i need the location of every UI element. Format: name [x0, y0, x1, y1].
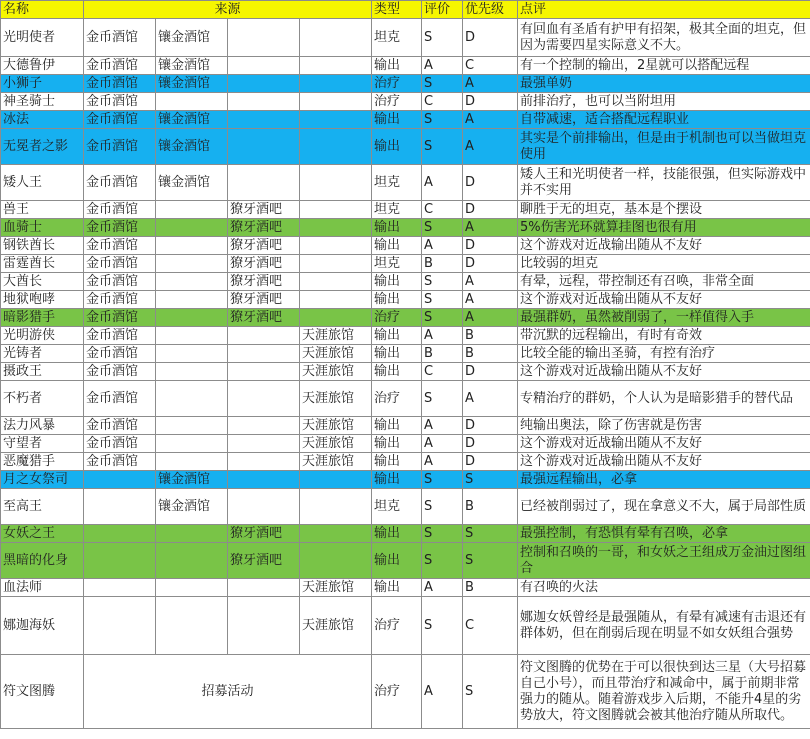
- source-fang-bar-cell: [228, 489, 300, 525]
- source-gold-tavern-cell: 金币酒馆: [84, 273, 156, 291]
- comment-cell: 最强控制，有恐惧有晕有召唤，必拿: [518, 525, 810, 543]
- source-fang-bar-cell: [228, 471, 300, 489]
- table-row: [1, 291, 810, 309]
- source-gilded-tavern-cell: [156, 237, 228, 255]
- source-gold-tavern-cell: 金币酒馆: [84, 435, 156, 453]
- hero-name-cell: 光铸者: [1, 345, 84, 363]
- hero-name-cell: 光明使者: [1, 19, 84, 57]
- source-horizon-inn-cell: 天涯旅馆: [300, 597, 372, 655]
- type-cell: 治疗: [372, 381, 422, 417]
- source-gilded-tavern-cell: [156, 597, 228, 655]
- source-gilded-tavern-cell: 镶金酒馆: [156, 471, 228, 489]
- source-fang-bar-cell: [228, 75, 300, 93]
- comment-cell: 最强远程输出，必拿: [518, 471, 810, 489]
- comment-cell: 这个游戏对近战输出随从不友好: [518, 237, 810, 255]
- source-gold-tavern-cell: 金币酒馆: [84, 255, 156, 273]
- source-gilded-tavern-cell: [156, 219, 228, 237]
- source-horizon-inn-cell: [300, 93, 372, 111]
- type-cell: 输出: [372, 345, 422, 363]
- col-header-source: 来源: [84, 1, 372, 19]
- type-cell: 治疗: [372, 309, 422, 327]
- rating-cell: S: [422, 471, 463, 489]
- source-gold-tavern-cell: [84, 543, 156, 579]
- comment-cell: 最强群奶，虽然被削弱了，一样值得入手: [518, 309, 810, 327]
- source-horizon-inn-cell: [300, 219, 372, 237]
- hero-name-cell: 钢铁酋长: [1, 237, 84, 255]
- source-gold-tavern-cell: [84, 579, 156, 597]
- table-row: [1, 57, 810, 75]
- table-row: [1, 165, 810, 201]
- source-gold-tavern-cell: 金币酒馆: [84, 19, 156, 57]
- comment-cell: 这个游戏对近战输出随从不友好: [518, 291, 810, 309]
- col-header-comment: 点评: [518, 1, 810, 19]
- type-cell: 输出: [372, 435, 422, 453]
- type-cell: 治疗: [372, 75, 422, 93]
- rating-cell: S: [422, 75, 463, 93]
- rating-cell: S: [422, 19, 463, 57]
- rating-cell: A: [422, 417, 463, 435]
- source-fang-bar-cell: 獠牙酒吧: [228, 543, 300, 579]
- table-row: [1, 417, 810, 435]
- source-fang-bar-cell: [228, 111, 300, 129]
- rating-cell: B: [422, 345, 463, 363]
- type-cell: 治疗: [372, 597, 422, 655]
- source-gold-tavern-cell: [84, 471, 156, 489]
- source-horizon-inn-cell: [300, 19, 372, 57]
- source-fang-bar-cell: [228, 93, 300, 111]
- source-horizon-inn-cell: [300, 237, 372, 255]
- comment-cell: 前排治疗，也可以当附坦用: [518, 93, 810, 111]
- source-fang-bar-cell: [228, 597, 300, 655]
- table-row: [1, 327, 810, 345]
- source-horizon-inn-cell: [300, 309, 372, 327]
- hero-name-cell: 月之女祭司: [1, 471, 84, 489]
- priority-cell: A: [463, 111, 518, 129]
- source-gilded-tavern-cell: 镶金酒馆: [156, 489, 228, 525]
- source-fang-bar-cell: [228, 129, 300, 165]
- source-horizon-inn-cell: 天涯旅馆: [300, 435, 372, 453]
- hero-name-cell: 黑暗的化身: [1, 543, 84, 579]
- table-row: [1, 435, 810, 453]
- source-gilded-tavern-cell: [156, 453, 228, 471]
- priority-cell: C: [463, 597, 518, 655]
- source-gold-tavern-cell: 金币酒馆: [84, 237, 156, 255]
- priority-cell: D: [463, 201, 518, 219]
- source-fang-bar-cell: 獠牙酒吧: [228, 201, 300, 219]
- table-row: [1, 237, 810, 255]
- comment-cell: 这个游戏对近战输出随从不友好: [518, 453, 810, 471]
- table-row: [1, 19, 810, 57]
- type-cell: 坦克: [372, 19, 422, 57]
- type-cell: 输出: [372, 273, 422, 291]
- source-gilded-tavern-cell: 镶金酒馆: [156, 19, 228, 57]
- source-gold-tavern-cell: [84, 525, 156, 543]
- source-gold-tavern-cell: [84, 597, 156, 655]
- source-horizon-inn-cell: [300, 201, 372, 219]
- priority-cell: A: [463, 381, 518, 417]
- source-fang-bar-cell: 獠牙酒吧: [228, 219, 300, 237]
- comment-cell: 比较弱的坦克: [518, 255, 810, 273]
- comment-cell: 最强单奶: [518, 75, 810, 93]
- source-gilded-tavern-cell: [156, 327, 228, 345]
- type-cell: 输出: [372, 219, 422, 237]
- comment-cell: 娜迦女妖曾经是最强随从，有晕有减速有击退还有群体奶，但在削弱后现在明显不如女妖组合强势: [518, 597, 810, 655]
- source-gold-tavern-cell: 金币酒馆: [84, 381, 156, 417]
- type-cell: 治疗: [372, 655, 422, 729]
- type-cell: 输出: [372, 237, 422, 255]
- source-merged-cell: 招募活动: [84, 655, 372, 729]
- source-gilded-tavern-cell: [156, 363, 228, 381]
- source-gilded-tavern-cell: 镶金酒馆: [156, 75, 228, 93]
- type-cell: 输出: [372, 543, 422, 579]
- source-horizon-inn-cell: [300, 489, 372, 525]
- table-row: [1, 655, 810, 729]
- source-gold-tavern-cell: 金币酒馆: [84, 75, 156, 93]
- table-row: [1, 75, 810, 93]
- source-gilded-tavern-cell: [156, 435, 228, 453]
- hero-name-cell: 血骑士: [1, 219, 84, 237]
- hero-name-cell: 不朽者: [1, 381, 84, 417]
- rating-cell: A: [422, 237, 463, 255]
- source-gilded-tavern-cell: [156, 201, 228, 219]
- rating-cell: A: [422, 57, 463, 75]
- source-horizon-inn-cell: [300, 75, 372, 93]
- hero-name-cell: 光明游侠: [1, 327, 84, 345]
- type-cell: 坦克: [372, 165, 422, 201]
- type-cell: 治疗: [372, 93, 422, 111]
- source-horizon-inn-cell: [300, 165, 372, 201]
- source-gold-tavern-cell: 金币酒馆: [84, 327, 156, 345]
- priority-cell: D: [463, 165, 518, 201]
- priority-cell: D: [463, 417, 518, 435]
- source-gold-tavern-cell: 金币酒馆: [84, 453, 156, 471]
- hero-name-cell: 血法师: [1, 579, 84, 597]
- priority-cell: A: [463, 129, 518, 165]
- source-fang-bar-cell: [228, 57, 300, 75]
- source-fang-bar-cell: 獠牙酒吧: [228, 237, 300, 255]
- hero-name-cell: 兽王: [1, 201, 84, 219]
- priority-cell: D: [463, 435, 518, 453]
- type-cell: 输出: [372, 417, 422, 435]
- rating-cell: A: [422, 165, 463, 201]
- source-gold-tavern-cell: 金币酒馆: [84, 417, 156, 435]
- source-horizon-inn-cell: [300, 525, 372, 543]
- priority-cell: D: [463, 363, 518, 381]
- rating-cell: S: [422, 381, 463, 417]
- source-gold-tavern-cell: 金币酒馆: [84, 201, 156, 219]
- source-gold-tavern-cell: 金币酒馆: [84, 291, 156, 309]
- type-cell: 输出: [372, 111, 422, 129]
- rating-cell: S: [422, 129, 463, 165]
- source-fang-bar-cell: [228, 165, 300, 201]
- table-row: [1, 345, 810, 363]
- table-row: [1, 543, 810, 579]
- comment-cell: 已经被削弱过了，现在拿意义不大，属于局部性质: [518, 489, 810, 525]
- source-gilded-tavern-cell: [156, 309, 228, 327]
- rating-cell: S: [422, 543, 463, 579]
- rating-cell: S: [422, 525, 463, 543]
- table-row: [1, 129, 810, 165]
- rating-cell: S: [422, 273, 463, 291]
- source-gold-tavern-cell: [84, 489, 156, 525]
- source-horizon-inn-cell: [300, 273, 372, 291]
- priority-cell: S: [463, 543, 518, 579]
- source-gold-tavern-cell: 金币酒馆: [84, 165, 156, 201]
- table-row: [1, 363, 810, 381]
- type-cell: 输出: [372, 363, 422, 381]
- comment-cell: 纯输出奥法，除了伤害就是伤害: [518, 417, 810, 435]
- rating-cell: S: [422, 111, 463, 129]
- comment-cell: 这个游戏对近战输出随从不友好: [518, 435, 810, 453]
- priority-cell: D: [463, 237, 518, 255]
- hero-name-cell: 守望者: [1, 435, 84, 453]
- source-horizon-inn-cell: [300, 57, 372, 75]
- source-gilded-tavern-cell: 镶金酒馆: [156, 165, 228, 201]
- rating-cell: A: [422, 327, 463, 345]
- priority-cell: D: [463, 255, 518, 273]
- comment-cell: 控制和召唤的一哥，和女妖之王组成万金油过图组合: [518, 543, 810, 579]
- source-horizon-inn-cell: 天涯旅馆: [300, 417, 372, 435]
- source-fang-bar-cell: [228, 19, 300, 57]
- hero-name-cell: 神圣骑士: [1, 93, 84, 111]
- priority-cell: B: [463, 579, 518, 597]
- type-cell: 坦克: [372, 489, 422, 525]
- priority-cell: B: [463, 489, 518, 525]
- table-row: [1, 471, 810, 489]
- rating-cell: A: [422, 655, 463, 729]
- source-gilded-tavern-cell: [156, 525, 228, 543]
- source-gold-tavern-cell: 金币酒馆: [84, 363, 156, 381]
- hero-name-cell: 大酋长: [1, 273, 84, 291]
- source-gold-tavern-cell: 金币酒馆: [84, 219, 156, 237]
- hero-name-cell: 无冕者之影: [1, 129, 84, 165]
- col-header-type: 类型: [372, 1, 422, 19]
- priority-cell: D: [463, 19, 518, 57]
- hero-name-cell: 法力风暴: [1, 417, 84, 435]
- rating-cell: S: [422, 219, 463, 237]
- priority-cell: A: [463, 291, 518, 309]
- source-horizon-inn-cell: [300, 129, 372, 165]
- source-horizon-inn-cell: 天涯旅馆: [300, 579, 372, 597]
- source-fang-bar-cell: 獠牙酒吧: [228, 291, 300, 309]
- col-header-name: 名称: [1, 1, 84, 19]
- priority-cell: A: [463, 219, 518, 237]
- source-horizon-inn-cell: [300, 291, 372, 309]
- type-cell: 输出: [372, 453, 422, 471]
- hero-name-cell: 符文图腾: [1, 655, 84, 729]
- source-gilded-tavern-cell: [156, 543, 228, 579]
- type-cell: 输出: [372, 327, 422, 345]
- priority-cell: A: [463, 309, 518, 327]
- hero-name-cell: 矮人王: [1, 165, 84, 201]
- rating-cell: S: [422, 291, 463, 309]
- hero-name-cell: 暗影猎手: [1, 309, 84, 327]
- table-row: [1, 309, 810, 327]
- priority-cell: C: [463, 57, 518, 75]
- source-gilded-tavern-cell: [156, 291, 228, 309]
- comment-cell: 自带减速，适合搭配远程职业: [518, 111, 810, 129]
- source-fang-bar-cell: [228, 327, 300, 345]
- rating-cell: C: [422, 201, 463, 219]
- type-cell: 坦克: [372, 255, 422, 273]
- comment-cell: 有一个控制的输出，2星就可以搭配远程: [518, 57, 810, 75]
- comment-cell: 有晕，远程，带控制还有召唤，非常全面: [518, 273, 810, 291]
- source-horizon-inn-cell: 天涯旅馆: [300, 345, 372, 363]
- comment-cell: 聊胜于无的坦克，基本是个摆设: [518, 201, 810, 219]
- table-row: [1, 597, 810, 655]
- table-row: [1, 255, 810, 273]
- table-row: [1, 273, 810, 291]
- comment-cell: 专精治疗的群奶，个人认为是暗影猎手的替代品: [518, 381, 810, 417]
- table-row: [1, 489, 810, 525]
- comment-cell: 有回血有圣盾有护甲有招架，极其全面的坦克，但因为需要四星实际意义不大。: [518, 19, 810, 57]
- priority-cell: S: [463, 655, 518, 729]
- source-fang-bar-cell: [228, 453, 300, 471]
- priority-cell: A: [463, 273, 518, 291]
- type-cell: 输出: [372, 129, 422, 165]
- hero-name-cell: 地狱咆哮: [1, 291, 84, 309]
- type-cell: 输出: [372, 57, 422, 75]
- source-gold-tavern-cell: 金币酒馆: [84, 57, 156, 75]
- rating-cell: C: [422, 93, 463, 111]
- type-cell: 输出: [372, 525, 422, 543]
- source-gilded-tavern-cell: [156, 381, 228, 417]
- comment-cell: 5%伤害光环就算挂图也很有用: [518, 219, 810, 237]
- priority-cell: D: [463, 93, 518, 111]
- source-fang-bar-cell: [228, 345, 300, 363]
- comment-cell: 矮人王和光明使者一样，技能很强，但实际游戏中并不实用: [518, 165, 810, 201]
- rating-cell: A: [422, 453, 463, 471]
- rating-cell: A: [422, 435, 463, 453]
- source-gold-tavern-cell: 金币酒馆: [84, 309, 156, 327]
- table-row: [1, 219, 810, 237]
- source-fang-bar-cell: [228, 435, 300, 453]
- source-gilded-tavern-cell: [156, 579, 228, 597]
- type-cell: 输出: [372, 471, 422, 489]
- source-horizon-inn-cell: 天涯旅馆: [300, 363, 372, 381]
- hero-name-cell: 大德鲁伊: [1, 57, 84, 75]
- rating-cell: B: [422, 255, 463, 273]
- table-row: [1, 201, 810, 219]
- source-horizon-inn-cell: [300, 111, 372, 129]
- comment-cell: 符文图腾的优势在于可以很快到达三星（大号招募自己小号），而且带治疗和减命中，属于前期非常强力的随从。随着游戏步入后期，不能升4星的劣势放大，符文图腾就会被其他治疗随从所取代。: [518, 655, 810, 729]
- hero-name-cell: 冰法: [1, 111, 84, 129]
- source-fang-bar-cell: [228, 417, 300, 435]
- source-gilded-tavern-cell: [156, 273, 228, 291]
- type-cell: 输出: [372, 579, 422, 597]
- table-row: [1, 525, 810, 543]
- rating-cell: S: [422, 597, 463, 655]
- source-horizon-inn-cell: [300, 255, 372, 273]
- source-gilded-tavern-cell: [156, 255, 228, 273]
- rating-cell: S: [422, 489, 463, 525]
- source-gold-tavern-cell: 金币酒馆: [84, 345, 156, 363]
- source-fang-bar-cell: 獠牙酒吧: [228, 273, 300, 291]
- col-header-priority: 优先级: [463, 1, 518, 19]
- table-row: [1, 453, 810, 471]
- priority-cell: A: [463, 75, 518, 93]
- source-fang-bar-cell: 獠牙酒吧: [228, 255, 300, 273]
- source-horizon-inn-cell: 天涯旅馆: [300, 381, 372, 417]
- comment-cell: 有召唤的火法: [518, 579, 810, 597]
- comment-cell: 这个游戏对近战输出随从不友好: [518, 363, 810, 381]
- source-gilded-tavern-cell: [156, 417, 228, 435]
- source-fang-bar-cell: [228, 381, 300, 417]
- hero-name-cell: 恶魔猎手: [1, 453, 84, 471]
- source-gold-tavern-cell: 金币酒馆: [84, 111, 156, 129]
- source-fang-bar-cell: [228, 363, 300, 381]
- priority-cell: B: [463, 327, 518, 345]
- hero-name-cell: 女妖之王: [1, 525, 84, 543]
- priority-cell: B: [463, 345, 518, 363]
- source-gilded-tavern-cell: 镶金酒馆: [156, 129, 228, 165]
- table-row: [1, 93, 810, 111]
- col-header-rating: 评价: [422, 1, 463, 19]
- source-gilded-tavern-cell: 镶金酒馆: [156, 57, 228, 75]
- priority-cell: S: [463, 471, 518, 489]
- table-row: [1, 381, 810, 417]
- priority-cell: S: [463, 525, 518, 543]
- source-fang-bar-cell: 獠牙酒吧: [228, 525, 300, 543]
- rating-cell: C: [422, 363, 463, 381]
- source-horizon-inn-cell: 天涯旅馆: [300, 327, 372, 345]
- type-cell: 坦克: [372, 201, 422, 219]
- comment-cell: 其实是个前排输出，但是由于机制也可以当做坦克使用: [518, 129, 810, 165]
- comment-cell: 带沉默的远程输出，有时有奇效: [518, 327, 810, 345]
- source-gilded-tavern-cell: [156, 93, 228, 111]
- source-horizon-inn-cell: [300, 471, 372, 489]
- hero-name-cell: 小狮子: [1, 75, 84, 93]
- type-cell: 输出: [372, 291, 422, 309]
- comment-cell: 比较全能的输出圣骑，有控有治疗: [518, 345, 810, 363]
- rating-cell: S: [422, 309, 463, 327]
- hero-name-cell: 至高王: [1, 489, 84, 525]
- source-gold-tavern-cell: 金币酒馆: [84, 129, 156, 165]
- source-fang-bar-cell: [228, 579, 300, 597]
- source-gilded-tavern-cell: 镶金酒馆: [156, 111, 228, 129]
- source-horizon-inn-cell: [300, 543, 372, 579]
- rating-cell: A: [422, 579, 463, 597]
- hero-name-cell: 摄政王: [1, 363, 84, 381]
- priority-cell: D: [463, 453, 518, 471]
- hero-name-cell: 雷霆酋长: [1, 255, 84, 273]
- table-row: [1, 111, 810, 129]
- source-gold-tavern-cell: 金币酒馆: [84, 93, 156, 111]
- source-horizon-inn-cell: 天涯旅馆: [300, 453, 372, 471]
- table-row: [1, 579, 810, 597]
- header-row: [1, 1, 810, 19]
- source-fang-bar-cell: 獠牙酒吧: [228, 309, 300, 327]
- hero-name-cell: 娜迦海妖: [1, 597, 84, 655]
- source-gilded-tavern-cell: [156, 345, 228, 363]
